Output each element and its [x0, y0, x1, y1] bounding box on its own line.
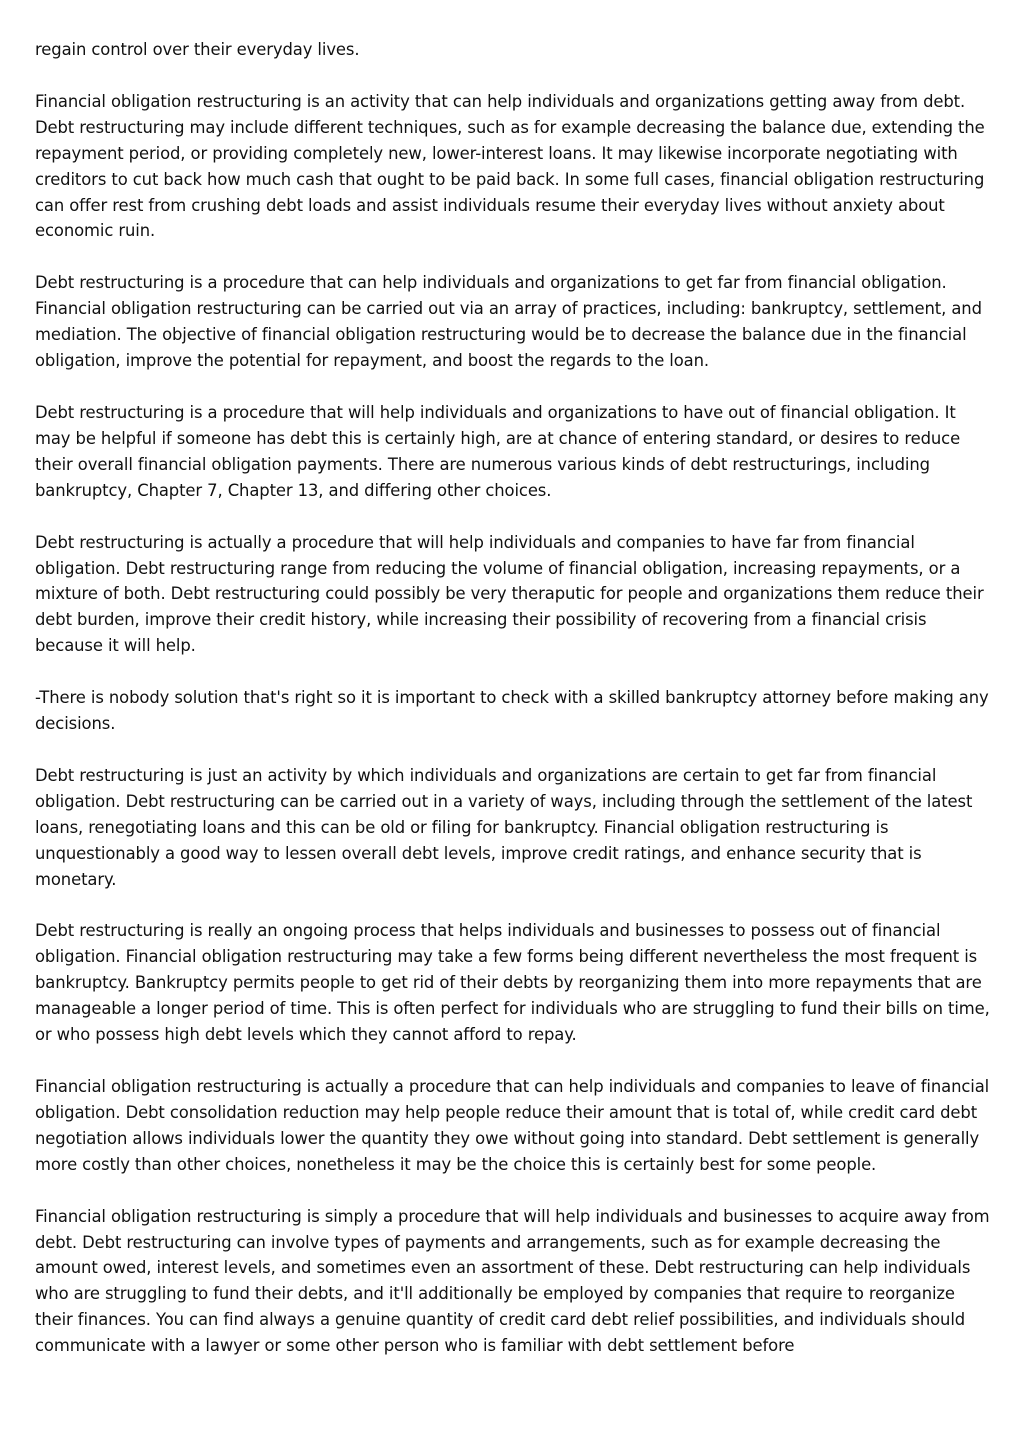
paragraph-1: regain control over their everyday lives. — [35, 40, 360, 59]
paragraph-9: Financial obligation restructuring is actually a procedure that can help individuals and companies to leave of financial obligation. Debt consolidation reduction may help people reduce their amount that is total of, while credit card debt negotiation allows individuals lower the quantity they owe without going into standard. Debt settlement is generally more costly than other choices, nonetheless it may be the choice this is certainly best for some people. — [35, 1077, 990, 1174]
paragraph-6: -There is nobody solution that's right so it is important to check with a skilled bankruptcy attorney before making any decisions. — [35, 688, 989, 734]
paragraph-4: Debt restructuring is a procedure that will help individuals and organizations to have out of financial obligation. It may be helpful if someone has debt this is certainly high, are at chance of entering standard, or desires to reduce their overall financial obligation payments. There are numerous various kinds of debt restructurings, including bankruptcy, Chapter 7, Chapter 13, and differing other choices. — [35, 402, 961, 500]
paragraph-10: Financial obligation restructuring is simply a procedure that will help individuals and businesses to acquire away from debt. Debt restructuring can involve types of payments and arrangements, such as for example decreasing the amount owed, interest levels, and sometimes even an assortment of these. Debt restructuring can help individuals who are struggling to fund their debts, and it'll additionally be employed by companies that require to reorganize their finances. You can find always a genuine quantity of credit card debt relief possibilities, and individuals should communicate with a lawyer or some other person who is familiar with debt settlement before — [35, 1206, 990, 1356]
paragraph-5: Debt restructuring is actually a procedure that will help individuals and companies to have far from financial obligation. Debt restructuring range from reducing the volume of financial obligation, increasing repayments, or a mixture of both. Debt restructuring could possibly be very theraputic for people and organizations them reduce their debt burden, improve their credit history, while increasing their possibility of recovering from a financial crisis because it will help. — [35, 532, 984, 656]
paragraph-7: Debt restructuring is just an activity by which individuals and organizations are certain to get far from financial obligation. Debt restructuring can be carried out in a variety of ways, including through the settlement of the latest loans, renegotiating loans and this can be old or filing for bankruptcy. Financial obligation restructuring is unquestionably a good way to lessen overall debt levels, improve credit ratings, and enhance security that is monetary. — [35, 765, 973, 889]
paragraph-3: Debt restructuring is a procedure that can help individuals and organizations to get far from financial obligation. Financial obligation restructuring can be carried out via an array of practices, including: bankruptcy, settlement, and mediation. The objective of financial obligation restructuring would be to decrease the balance due in the financial obligation, improve the potential for repayment, and boost the regards to the loan. — [35, 273, 982, 371]
document-page — [35, 37, 995, 1385]
paragraph-2: Financial obligation restructuring is an activity that can help individuals and organizations getting away from debt. Debt restructuring may include different techniques, such as for example decreasing the balance due, extending the repayment period, or providing completely new, lower-interest loans. It may likewise incorporate negotiating with creditors to cut back how much cash that ought to be paid back. In some full cases, financial obligation restructuring can offer rest from crushing debt loads and assist individuals resume their everyday lives without anxiety about economic ruin. — [35, 91, 985, 241]
paragraph-8: Debt restructuring is really an ongoing process that helps individuals and businesses to possess out of financial obligation. Financial obligation restructuring may take a few forms being different nevertheless the most frequent is bankruptcy. Bankruptcy permits people to get rid of their debts by reorganizing them into more repayments that are manageable a longer period of time. This is often perfect for individuals who are struggling to fund their bills on time, or who possess high debt levels which they cannot afford to repay. — [35, 921, 990, 1045]
